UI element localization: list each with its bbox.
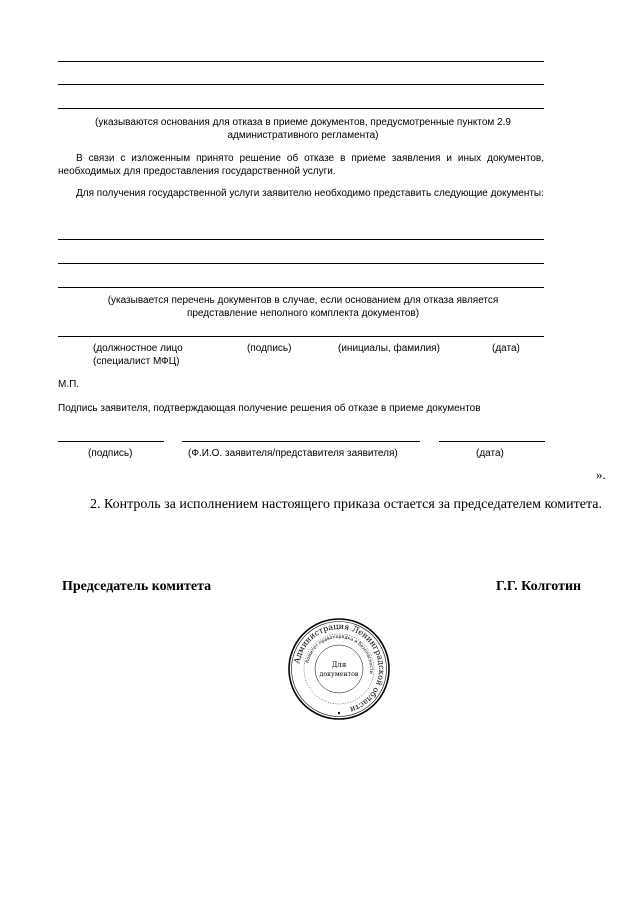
signer-title: Председатель комитета xyxy=(62,579,212,594)
fill-line xyxy=(58,108,544,109)
fill-line xyxy=(58,287,544,288)
documents-paragraph: Для получения государственной услуги заявителю необходимо представить следующие документы: xyxy=(76,188,544,199)
signer-name: Г.Г. Колготин xyxy=(496,579,582,594)
fill-line xyxy=(58,263,544,264)
signature-label: (подпись) xyxy=(247,343,292,354)
fill-line xyxy=(58,61,544,62)
seal-center-line2: документов xyxy=(319,671,359,678)
stamp-place-label: М.П. xyxy=(58,379,80,390)
initials-label: (инициалы, фамилия) xyxy=(338,343,440,354)
basis-caption: (указываются основания для отказа в приеме документов, предусмотренные пунктом 2.9 административного регламента) xyxy=(95,117,511,141)
applicant-date-line xyxy=(439,441,545,442)
closing-quote: ». xyxy=(596,467,606,482)
seal-center-line1: Для xyxy=(331,661,347,669)
applicant-signature-label: (подпись) xyxy=(88,448,133,459)
seal-star-icon xyxy=(338,712,340,714)
applicant-date-label: (дата) xyxy=(476,448,504,459)
fill-line xyxy=(58,84,544,85)
official-label-line2: (специалист МФЦ) xyxy=(93,356,180,367)
signature-line xyxy=(58,336,544,337)
official-seal xyxy=(287,617,391,721)
applicant-name-label: (Ф.И.О. заявителя/представителя заявителя) xyxy=(188,448,398,459)
fill-line xyxy=(58,239,544,240)
order-paragraph-2: 2. Контроль за исполнением настоящего приказа остается за председателем комитета. xyxy=(90,497,602,512)
applicant-signature-line xyxy=(58,441,164,442)
date-label: (дата) xyxy=(492,343,520,354)
documents-caption: (указывается перечень документов в случае, если основанием для отказа является представление неполного комплекта документов) xyxy=(107,295,499,319)
applicant-name-line xyxy=(182,441,420,442)
seal-outer-text: Администрация Ленинградской области xyxy=(292,621,387,715)
seal-inner-text: Комитет правопорядка и безопасности xyxy=(305,634,374,674)
official-label-line1: (должностное лицо xyxy=(93,343,183,354)
applicant-sign-text: Подпись заявителя, подтверждающая получение решения об отказе в приеме документов xyxy=(58,403,481,414)
decision-paragraph: В связи с изложенным принято решение об отказе в приеме заявления и иных документов, необходимых для предоставления государственной услуги. xyxy=(58,153,544,177)
